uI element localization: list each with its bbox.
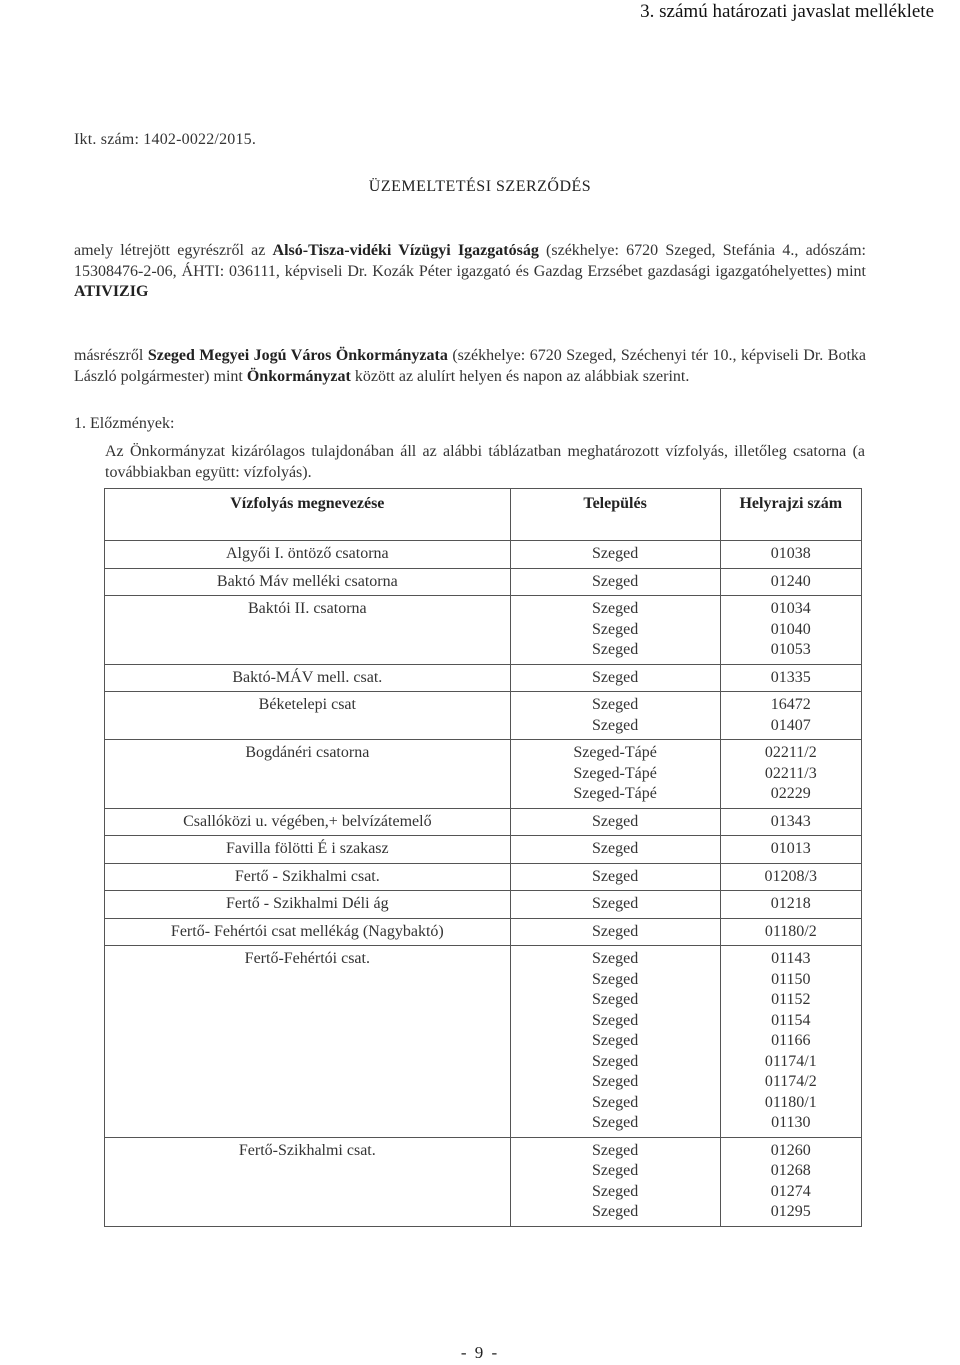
settlement: Szeged xyxy=(591,1052,639,1070)
settlement: Szeged xyxy=(591,950,639,967)
column-header-settlement: Település xyxy=(510,489,720,541)
settlement: Szeged xyxy=(591,572,639,590)
parcel-number-cell xyxy=(720,836,861,864)
settlement: Szeged xyxy=(591,641,639,658)
section-heading: 1. Előzmények: xyxy=(74,415,175,432)
settlement-cell xyxy=(510,946,720,1138)
settlement: Szeged xyxy=(591,716,639,734)
watercourse-name: Baktó-MÁV mell. csat. xyxy=(105,664,511,692)
parcel-number: 01130 xyxy=(771,1114,811,1131)
settlement: Szeged xyxy=(591,1162,639,1179)
watercourse-name: Bogdánéri csatorna xyxy=(105,740,511,809)
parcel-number-cell xyxy=(720,946,861,1138)
table-header-row xyxy=(105,489,862,541)
watercourse-name: Algyői I. öntöző csatorna xyxy=(105,541,511,569)
table-row xyxy=(105,891,862,919)
settlement-cell xyxy=(510,541,720,569)
table-row xyxy=(105,568,862,596)
party-one-short-name: ATIVIZIG xyxy=(74,283,149,300)
settlement: Szeged xyxy=(591,812,639,830)
party-two-short-name: Önkormányzat xyxy=(246,367,351,385)
parcel-number: 01040 xyxy=(770,620,811,638)
settlement-cell xyxy=(510,891,720,919)
table-row xyxy=(105,808,862,836)
settlement: Szeged xyxy=(591,1114,639,1131)
parcel-number: 02211/2 xyxy=(764,744,817,761)
parcel-number: 02229 xyxy=(770,785,811,802)
parcel-number: 01174/2 xyxy=(764,1073,817,1090)
parcel-number-cell xyxy=(720,918,861,946)
annex-note: 3. számú határozati javaslat melléklete xyxy=(640,1,934,22)
settlement-cell xyxy=(510,596,720,665)
parcel-number: 16472 xyxy=(770,696,811,713)
settlement-cell xyxy=(510,692,720,740)
table-row xyxy=(105,664,862,692)
parcel-number: 01295 xyxy=(770,1203,811,1220)
column-header-parcel: Helyrajzi szám xyxy=(720,489,861,541)
table-row xyxy=(105,863,862,891)
settlement: Szeged xyxy=(591,600,639,617)
watercourse-name: Fertő- Fehértói csat mellékág (Nagybaktó) xyxy=(105,918,511,946)
settlement: Szeged xyxy=(591,620,639,638)
text-segment: másrészről xyxy=(74,347,148,364)
table-row xyxy=(105,596,862,665)
parcel-number: 01013 xyxy=(770,840,811,857)
text-segment: amely létrejött egyrészről az xyxy=(74,242,273,259)
party-two-paragraph xyxy=(74,346,866,387)
settlement: Szeged-Tápé xyxy=(573,764,657,782)
settlement: Szeged xyxy=(591,668,639,686)
parcel-number: 01180/2 xyxy=(764,922,817,940)
parcel-number: 02211/3 xyxy=(764,764,817,782)
parcel-number: 01038 xyxy=(770,545,811,562)
parcel-number: 01407 xyxy=(770,716,811,734)
settlement: Szeged xyxy=(591,1011,639,1029)
parcel-number: 01268 xyxy=(770,1162,811,1179)
settlement: Szeged-Tápé xyxy=(573,744,657,761)
party-one-name: Alsó-Tisza-vidéki Vízügyi Igazgatóság xyxy=(272,242,539,259)
parcel-number: 01154 xyxy=(771,1011,811,1029)
settlement: Szeged xyxy=(591,1182,639,1200)
parcel-number: 01240 xyxy=(770,572,811,590)
parcel-number: 01150 xyxy=(771,970,811,988)
watercourse-name: Béketelepi csat xyxy=(105,692,511,740)
watercourse-name: Baktó Máv melléki csatorna xyxy=(105,568,511,596)
settlement: Szeged xyxy=(591,1203,639,1220)
parcel-number: 01174/1 xyxy=(764,1052,817,1070)
table-body xyxy=(105,541,862,1227)
table-row xyxy=(105,918,862,946)
table-row xyxy=(105,946,862,1138)
settlement-cell xyxy=(510,918,720,946)
text-segment: (székhelye: 6720 Szeged, Széchenyi tér 10., képviseli Dr. Botka László polgármester) mint xyxy=(74,347,866,385)
text-segment: között az alulírt helyen és napon az alábbiak szerint. xyxy=(350,367,690,385)
watercourse-name: Fertő - Szikhalmi Déli ág xyxy=(105,891,511,919)
settlement-cell xyxy=(510,568,720,596)
parcel-number-cell xyxy=(720,596,861,665)
parcel-number-cell xyxy=(720,1137,861,1226)
settlement-cell xyxy=(510,863,720,891)
parcel-number: 01166 xyxy=(771,1032,811,1049)
settlement-cell xyxy=(510,836,720,864)
parcel-number: 01208/3 xyxy=(764,867,817,885)
parcel-number: 01152 xyxy=(771,991,811,1008)
watercourse-name: Favilla fölötti É i szakasz xyxy=(105,836,511,864)
page-number: - 9 - xyxy=(460,1343,500,1362)
parcel-number: 01260 xyxy=(770,1141,811,1159)
settlement: Szeged xyxy=(591,1073,639,1090)
settlement: Szeged xyxy=(591,867,639,885)
settlement: Szeged xyxy=(591,1093,639,1111)
parcel-number-cell xyxy=(720,664,861,692)
party-one-paragraph xyxy=(74,241,866,303)
settlement: Szeged xyxy=(591,895,639,912)
parcel-number: 01335 xyxy=(770,668,811,686)
column-header-name: Vízfolyás megnevezése xyxy=(105,489,511,541)
parcel-number-cell xyxy=(720,740,861,809)
parcel-number: 01143 xyxy=(771,950,811,967)
parcel-number: 01034 xyxy=(770,600,811,617)
settlement-cell xyxy=(510,808,720,836)
settlement: Szeged xyxy=(591,1141,639,1159)
parcel-number-cell xyxy=(720,891,861,919)
settlement: Szeged xyxy=(591,545,639,562)
document-title: ÜZEMELTETÉSI SZERZŐDÉS xyxy=(368,178,592,195)
watercourse-name: Csallóközi u. végében,+ belvízátemelő xyxy=(105,808,511,836)
parcel-number-cell xyxy=(720,808,861,836)
text-segment: (székhelye: 6720 Szeged, Stefánia 4., adószám: 15308476-2-06, ÁHTI: 036111, képviseli Dr. Kozák Péter igazgató és Gazdag Erzsébet gazdasági igazgatóhelyettes) mint xyxy=(74,242,866,280)
watercourse-name: Fertő-Szikhalmi csat. xyxy=(105,1137,511,1226)
table-row xyxy=(105,836,862,864)
parcel-number-cell xyxy=(720,541,861,569)
parcel-number: 01180/1 xyxy=(764,1093,817,1111)
parcel-number: 01053 xyxy=(770,641,811,658)
section-text: Az Önkormányzat kizárólagos tulajdonában áll az alábbi táblázatban meghatározott vízfolyás, illetőleg csatorna (a továbbiakban együtt: vízfolyás). xyxy=(105,443,865,481)
parcel-number-cell xyxy=(720,863,861,891)
watercourse-name: Fertő - Szikhalmi csat. xyxy=(105,863,511,891)
watercourse-name: Fertő-Fehértói csat. xyxy=(105,946,511,1138)
settlement: Szeged xyxy=(591,922,639,940)
table-row xyxy=(105,740,862,809)
settlement-cell xyxy=(510,740,720,809)
registry-number: Ikt. szám: 1402-0022/2015. xyxy=(74,131,257,148)
watercourse-table xyxy=(104,488,862,1227)
parcel-number: 01343 xyxy=(770,812,811,830)
party-two-name: Szeged Megyei Jogú Város Önkormányzata xyxy=(147,347,448,364)
watercourse-name: Baktói II. csatorna xyxy=(105,596,511,665)
settlement: Szeged xyxy=(591,840,639,857)
table-row xyxy=(105,692,862,740)
parcel-number-cell xyxy=(720,568,861,596)
parcel-number: 01274 xyxy=(770,1182,811,1200)
settlement-cell xyxy=(510,664,720,692)
settlement: Szeged xyxy=(591,991,639,1008)
table-row xyxy=(105,1137,862,1226)
settlement-cell xyxy=(510,1137,720,1226)
parcel-number-cell xyxy=(720,692,861,740)
settlement: Szeged xyxy=(591,696,639,713)
settlement: Szeged-Tápé xyxy=(573,785,657,802)
settlement: Szeged xyxy=(591,1032,639,1049)
settlement: Szeged xyxy=(591,970,639,988)
table-row xyxy=(105,541,862,569)
parcel-number: 01218 xyxy=(770,895,811,912)
